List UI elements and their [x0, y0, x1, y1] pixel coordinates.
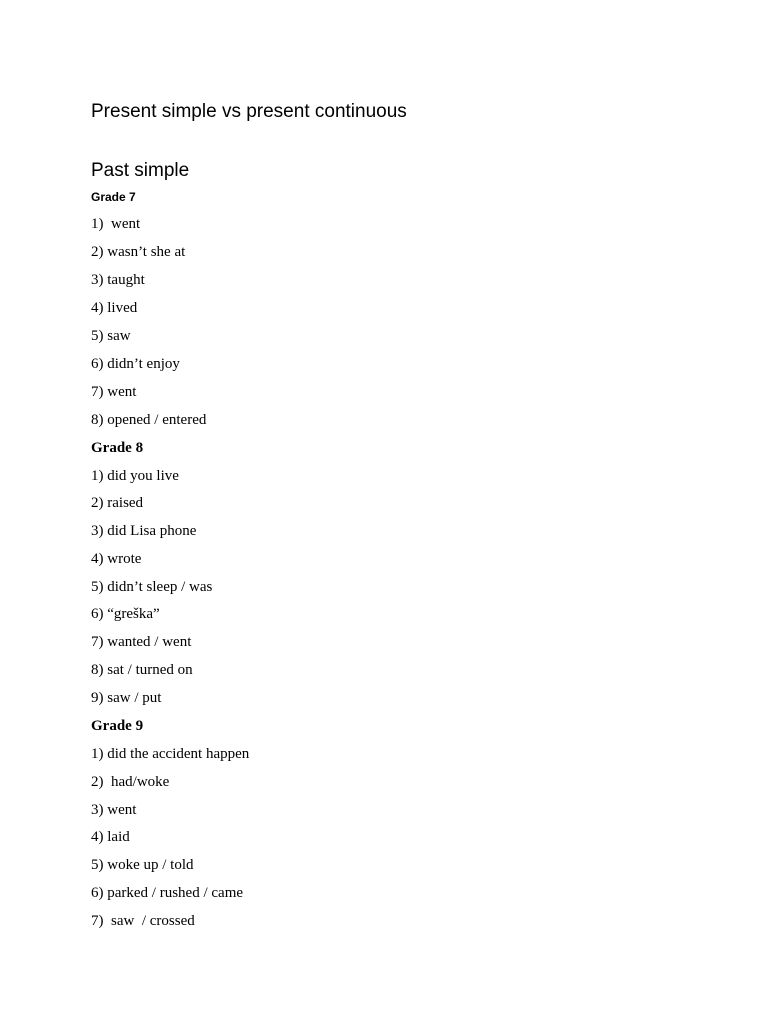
- answer-item: 8) sat / turned on: [91, 662, 193, 678]
- answer-item: 1) went: [91, 216, 141, 232]
- answer-item: 2) raised: [91, 495, 144, 511]
- grade-heading: Grade 8: [91, 440, 144, 456]
- grade-heading: Grade 7: [91, 190, 136, 204]
- answer-item: 5) woke up / told: [91, 857, 194, 873]
- document-title: Present simple vs present continuous: [91, 101, 407, 122]
- answer-item: 5) didn’t sleep / was: [91, 579, 213, 595]
- answer-item: 8) opened / entered: [91, 412, 207, 428]
- answer-item: 9) saw / put: [91, 690, 162, 706]
- answer-item: 3) did Lisa phone: [91, 523, 197, 539]
- answer-item: 4) wrote: [91, 551, 142, 567]
- answer-item: 7) went: [91, 384, 137, 400]
- answer-item: 6) didn’t enjoy: [91, 356, 180, 372]
- answer-item: 2) wasn’t she at: [91, 244, 186, 260]
- answer-item: 4) laid: [91, 829, 130, 845]
- answer-item: 6) parked / rushed / came: [91, 885, 244, 901]
- section-heading: Past simple: [91, 160, 190, 181]
- answer-item: 2) had/woke: [91, 774, 170, 790]
- answer-item: 4) lived: [91, 300, 138, 316]
- answer-item: 3) went: [91, 802, 137, 818]
- answer-item: 1) did you live: [91, 468, 179, 484]
- answer-item: 1) did the accident happen: [91, 746, 250, 762]
- answer-item: 5) saw: [91, 328, 131, 344]
- answer-item: 7) saw / crossed: [91, 913, 195, 929]
- grade-heading: Grade 9: [91, 718, 144, 734]
- answer-item: 7) wanted / went: [91, 634, 192, 650]
- answer-item: 3) taught: [91, 272, 145, 288]
- answer-item: 6) “greška”: [91, 606, 160, 622]
